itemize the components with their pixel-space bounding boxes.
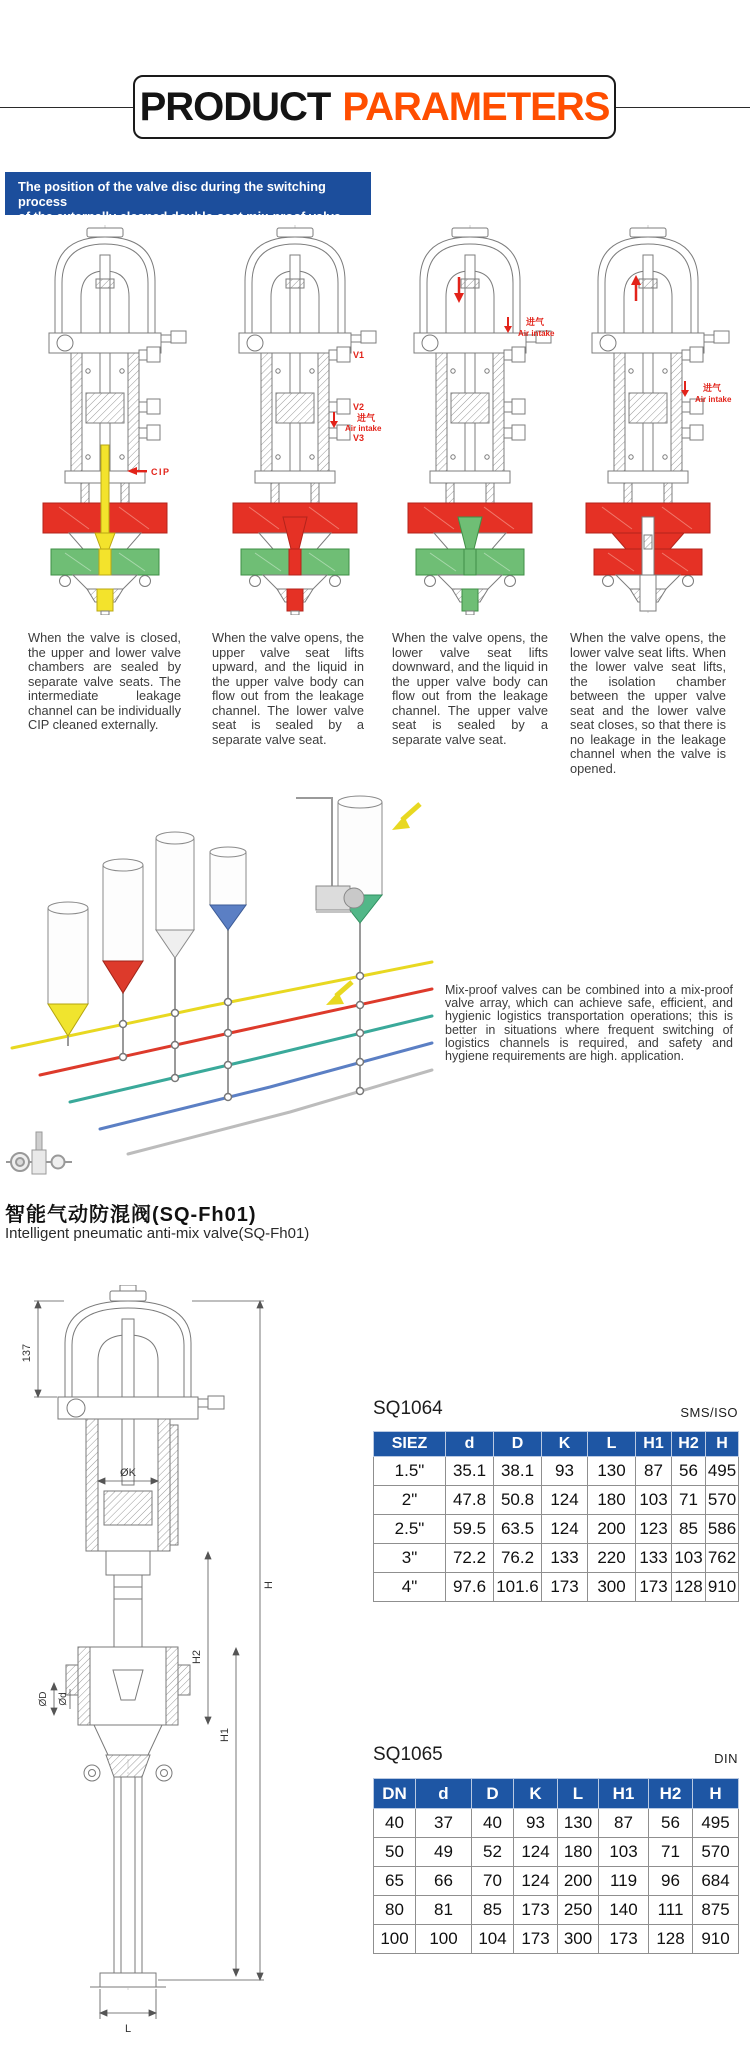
table1-caption — [373, 1398, 738, 1420]
table-cell: 128 — [672, 1573, 706, 1602]
table1-title: SQ1064 — [373, 1398, 443, 1419]
table-cell: 103 — [636, 1486, 672, 1515]
table-cell: 586 — [706, 1515, 739, 1544]
table-cell: 59.5 — [446, 1515, 494, 1544]
leakage-channel-closed — [640, 517, 656, 611]
table-cell: 85 — [672, 1515, 706, 1544]
valve-figure-isolated — [558, 225, 738, 615]
table-cell: 47.8 — [446, 1486, 494, 1515]
table-cell: 495 — [706, 1457, 739, 1486]
air-intake-label-en: Air intake — [518, 329, 555, 338]
table-cell: 93 — [542, 1457, 588, 1486]
table-cell: 910 — [693, 1925, 739, 1954]
air-intake-label-en: Air intake — [345, 424, 382, 433]
section-banner — [5, 172, 371, 224]
table-cell: 104 — [472, 1925, 514, 1954]
table-cell: 684 — [693, 1867, 739, 1896]
table-cell: 93 — [514, 1809, 558, 1838]
table-cell: 124 — [514, 1838, 558, 1867]
table-cell: 123 — [636, 1515, 672, 1544]
table-cell: 101.6 — [494, 1573, 542, 1602]
table-cell: 56 — [672, 1457, 706, 1486]
dim-137: 137 — [21, 1343, 33, 1363]
col-header: H2 — [649, 1779, 693, 1809]
table-row — [374, 1486, 739, 1515]
dim-k: ØK — [120, 1467, 136, 1479]
table-cell: 133 — [542, 1544, 588, 1573]
table-row — [374, 1896, 739, 1925]
air-intake-label-en: Air intake — [695, 395, 732, 404]
table-cell: 173 — [636, 1573, 672, 1602]
table-cell: 87 — [636, 1457, 672, 1486]
table-cell: 37 — [416, 1809, 472, 1838]
dim-d-inner: Ød — [58, 1692, 69, 1706]
table-cell: 180 — [558, 1838, 599, 1867]
dimension-drawing — [10, 1285, 290, 2045]
table-cell: 124 — [514, 1867, 558, 1896]
table-row — [374, 1573, 739, 1602]
col-header: H2 — [672, 1432, 706, 1457]
v3-label: V3 — [353, 433, 365, 443]
table-cell: 570 — [706, 1486, 739, 1515]
header-rule-left — [0, 107, 133, 108]
cip-label: CIP — [151, 467, 171, 477]
table-cell: 570 — [693, 1838, 739, 1867]
table-cell: 111 — [649, 1896, 693, 1925]
table-cell: 130 — [588, 1457, 636, 1486]
col-header: H — [693, 1779, 739, 1809]
table-row — [374, 1867, 739, 1896]
table-cell: 133 — [636, 1544, 672, 1573]
table-cell: 100 — [374, 1925, 416, 1954]
col-header: SIEZ — [374, 1432, 446, 1457]
page-title — [133, 75, 616, 139]
dim-h2: H2 — [191, 1649, 203, 1665]
table-cell: 87 — [599, 1809, 649, 1838]
table-cell: 70 — [472, 1867, 514, 1896]
table-cell: 100 — [416, 1925, 472, 1954]
table-cell: 200 — [588, 1515, 636, 1544]
table-cell: 4" — [374, 1573, 446, 1602]
valve-figure-closed — [15, 225, 195, 615]
air-intake-label-zh: 进气 — [357, 413, 376, 423]
table-cell: 119 — [599, 1867, 649, 1896]
table-cell: 495 — [693, 1809, 739, 1838]
table-cell: 173 — [514, 1925, 558, 1954]
table2-standard: DIN — [714, 1751, 738, 1766]
col-header: d — [416, 1779, 472, 1809]
air-intake-label-zh: 进气 — [703, 383, 722, 393]
table-cell: 200 — [558, 1867, 599, 1896]
table-cell: 38.1 — [494, 1457, 542, 1486]
col-header: DN — [374, 1779, 416, 1809]
table-cell: 63.5 — [494, 1515, 542, 1544]
table-cell: 65 — [374, 1867, 416, 1896]
table-cell: 124 — [542, 1515, 588, 1544]
table-header-row — [374, 1779, 739, 1809]
dim-l: L — [124, 2023, 132, 2035]
dim-h1: H1 — [219, 1727, 231, 1743]
col-header: H1 — [599, 1779, 649, 1809]
table-row — [374, 1544, 739, 1573]
table-cell: 180 — [588, 1486, 636, 1515]
table-cell: 173 — [542, 1573, 588, 1602]
table-row — [374, 1457, 739, 1486]
table-cell: 103 — [672, 1544, 706, 1573]
product-title-en: Intelligent pneumatic anti-mix valve(SQ-Fh01) — [5, 1225, 310, 1242]
col-header: L — [558, 1779, 599, 1809]
v1-label: V1 — [353, 350, 365, 360]
table-cell: 97.6 — [446, 1573, 494, 1602]
table-cell: 124 — [542, 1486, 588, 1515]
valve-state-description-2: When the valve opens, the upper valve seat lifts upward, and the liquid in the upper valve body can flow out from the leakage channel. The lower valve seat is sealed by a separate valve seat. — [212, 630, 364, 747]
table-cell: 103 — [599, 1838, 649, 1867]
col-header: H — [706, 1432, 739, 1457]
table-cell: 300 — [588, 1573, 636, 1602]
table-cell: 2.5" — [374, 1515, 446, 1544]
product-title-zh: 智能气动防混阀(SQ-Fh01) — [5, 1204, 257, 1226]
col-header: L — [588, 1432, 636, 1457]
col-header: H1 — [636, 1432, 672, 1457]
table2-caption — [373, 1744, 738, 1766]
table-cell: 71 — [672, 1486, 706, 1515]
table-cell: 300 — [558, 1925, 599, 1954]
table-row — [374, 1515, 739, 1544]
mix-proof-array-note: Mix-proof valves can be combined into a mix-proof valve array, which can achieve safe, efficient, and hygienic logistics transportation operations; this is better in situations where frequent switching of logistics channels is required, and safety and hygiene requirements are high. application. — [445, 983, 733, 1064]
table-cell: 2" — [374, 1486, 446, 1515]
table-cell: 50 — [374, 1838, 416, 1867]
col-header: d — [446, 1432, 494, 1457]
table-cell: 173 — [514, 1896, 558, 1925]
table-cell: 762 — [706, 1544, 739, 1573]
table-cell: 173 — [599, 1925, 649, 1954]
table-header-row — [374, 1432, 739, 1457]
table-cell: 80 — [374, 1896, 416, 1925]
air-intake-label-zh: 进气 — [526, 317, 545, 327]
table-cell: 49 — [416, 1838, 472, 1867]
table-cell: 3" — [374, 1544, 446, 1573]
col-header: K — [542, 1432, 588, 1457]
valve-state-description-4: When the valve opens, the lower valve seat lifts. When the lower valve seat lifts, the isolation chamber between the upper valve seat and the lower valve seat closes, so that there is no leakage in the leakage channel when the valve is opened. — [570, 630, 726, 776]
table-cell: 85 — [472, 1896, 514, 1925]
dim-d-outer: ØD — [38, 1691, 49, 1707]
spec-table-sq1065 — [373, 1778, 739, 1954]
table-cell: 130 — [558, 1809, 599, 1838]
v2-label: V2 — [353, 402, 365, 412]
valve-state-description-3: When the valve opens, the lower valve seat lifts downward, and the liquid in the upper valve body can flow out from the leakage channel. The upper valve seat is sealed by a separate valve seat. — [392, 630, 548, 747]
table-cell: 910 — [706, 1573, 739, 1602]
table-cell: 250 — [558, 1896, 599, 1925]
table-cell: 96 — [649, 1867, 693, 1896]
table-cell: 72.2 — [446, 1544, 494, 1573]
table-cell: 220 — [588, 1544, 636, 1573]
col-header: K — [514, 1779, 558, 1809]
table-cell: 875 — [693, 1896, 739, 1925]
table2-title: SQ1065 — [373, 1744, 443, 1765]
page-title-word1: PRODUCT — [139, 84, 331, 129]
valve-state-description-1: When the valve is closed, the upper and lower valve chambers are sealed by separate valve seats. The intermediate leakage channel can be individually CIP cleaned externally. — [28, 630, 181, 732]
table-cell: 1.5" — [374, 1457, 446, 1486]
table-cell: 56 — [649, 1809, 693, 1838]
dim-h: H — [263, 1581, 275, 1589]
table-cell: 81 — [416, 1896, 472, 1925]
table-cell: 50.8 — [494, 1486, 542, 1515]
single-valve-detail — [6, 1132, 72, 1174]
spec-table-sq1064 — [373, 1431, 739, 1602]
banner-line1: The position of the valve disc during the switching process — [18, 179, 326, 209]
table1-standard: SMS/ISO — [680, 1405, 738, 1420]
col-header: D — [494, 1432, 542, 1457]
col-header: D — [472, 1779, 514, 1809]
pump — [316, 886, 364, 912]
table-cell: 52 — [472, 1838, 514, 1867]
header-rule-right — [616, 107, 750, 108]
table-cell: 140 — [599, 1896, 649, 1925]
valve-figure-upper-open — [205, 225, 385, 615]
table-cell: 66 — [416, 1867, 472, 1896]
table-row — [374, 1838, 739, 1867]
table-cell: 40 — [472, 1809, 514, 1838]
banner-line2: of the externally cleaned double-seat mix-proof valve — [18, 209, 341, 224]
table-row — [374, 1925, 739, 1954]
valve-figure-lower-open — [380, 225, 560, 615]
table-cell: 40 — [374, 1809, 416, 1838]
table-cell: 35.1 — [446, 1457, 494, 1486]
table-cell: 76.2 — [494, 1544, 542, 1573]
table-cell: 128 — [649, 1925, 693, 1954]
valve-array-diagram — [0, 790, 445, 1190]
table-cell: 71 — [649, 1838, 693, 1867]
page-title-word2: PARAMETERS — [342, 84, 610, 129]
table-row — [374, 1809, 739, 1838]
